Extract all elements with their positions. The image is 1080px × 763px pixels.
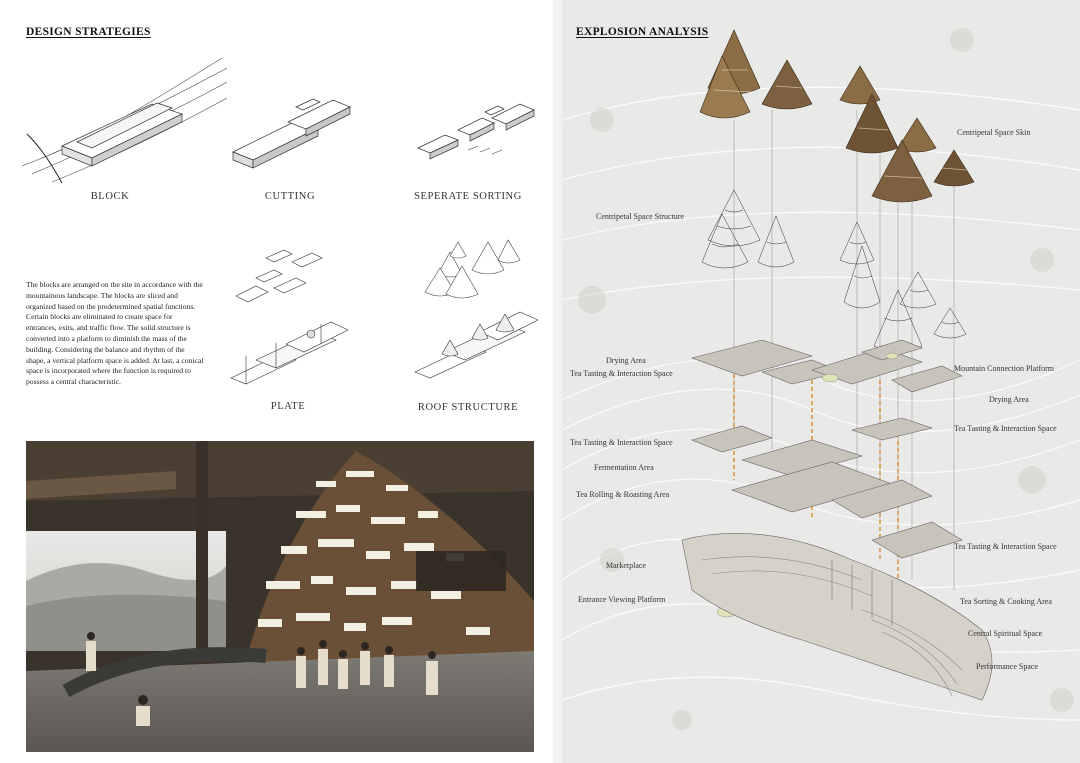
block-label: BLOCK <box>90 191 130 202</box>
label-tea-tasting-interaction-3: Tea Tasting & Interaction Space <box>570 438 673 447</box>
roof-structure-diagram <box>410 222 545 397</box>
explosion-diagram <box>562 0 1080 763</box>
label-tea-rolling-roasting: Tea Rolling & Roasting Area <box>576 490 670 499</box>
label-performance-space: Performance Space <box>976 662 1038 671</box>
label-drying-area-2: Drying Area <box>989 395 1029 404</box>
label-marketplace: Marketplace <box>606 561 646 570</box>
label-mountain-connection-platform: Mountain Connection Platform <box>954 364 1054 373</box>
label-tea-tasting-interaction-4: Tea Tasting & Interaction Space <box>954 542 1057 551</box>
label-drying-area-1: Drying Area <box>606 356 646 365</box>
label-tea-tasting-interaction-2: Tea Tasting & Interaction Space <box>954 424 1057 433</box>
label-tea-tasting-interaction-1: Tea Tasting & Interaction Space <box>570 369 673 378</box>
cutting-diagram <box>228 82 358 182</box>
seperate-sorting-diagram <box>410 90 545 180</box>
design-description: The blocks are arranged on the site in accordance with the mountainous landscape. The blocks are sliced and organized based on the predetermined spatial functions. Certain blocks are eliminated to create space for entrances, exits, and traffic flow. The solid structure is converted into a platform to diminish the mass of the building. Considering the balance and rhythm of the shape, a vertical platform space is added. At last, a conical space is incorporated where the function is required to possess a central characteristic. <box>26 280 204 387</box>
explosion-analysis-panel <box>562 0 1080 763</box>
explosion-analysis-heading: EXPLOSION ANALYSIS <box>576 26 709 38</box>
seperate-sorting-label: SEPERATE SORTING <box>414 191 522 202</box>
panel-divider <box>553 0 562 763</box>
label-tea-sorting-cooking: Tea Sorting & Cooking Area <box>960 597 1052 606</box>
label-entrance-viewing-platform: Entrance Viewing Platform <box>578 595 666 604</box>
label-fermentation-area: Fermentation Area <box>594 463 654 472</box>
label-centripetal-space-skin: Centripetal Space Skin <box>957 128 1031 137</box>
interior-rendering <box>26 441 534 752</box>
plate-label: PLATE <box>270 401 306 412</box>
block-diagram <box>22 48 227 188</box>
roof-structure-label: ROOF STRUCTURE <box>417 402 519 413</box>
label-centripetal-space-structure: Centripetal Space Structure <box>596 212 684 221</box>
cutting-label: CUTTING <box>264 191 316 202</box>
plate-diagram <box>226 248 356 398</box>
design-strategies-heading: DESIGN STRATEGIES <box>26 26 151 38</box>
label-central-spiritual-space: Central Spiritual Space <box>968 629 1043 638</box>
